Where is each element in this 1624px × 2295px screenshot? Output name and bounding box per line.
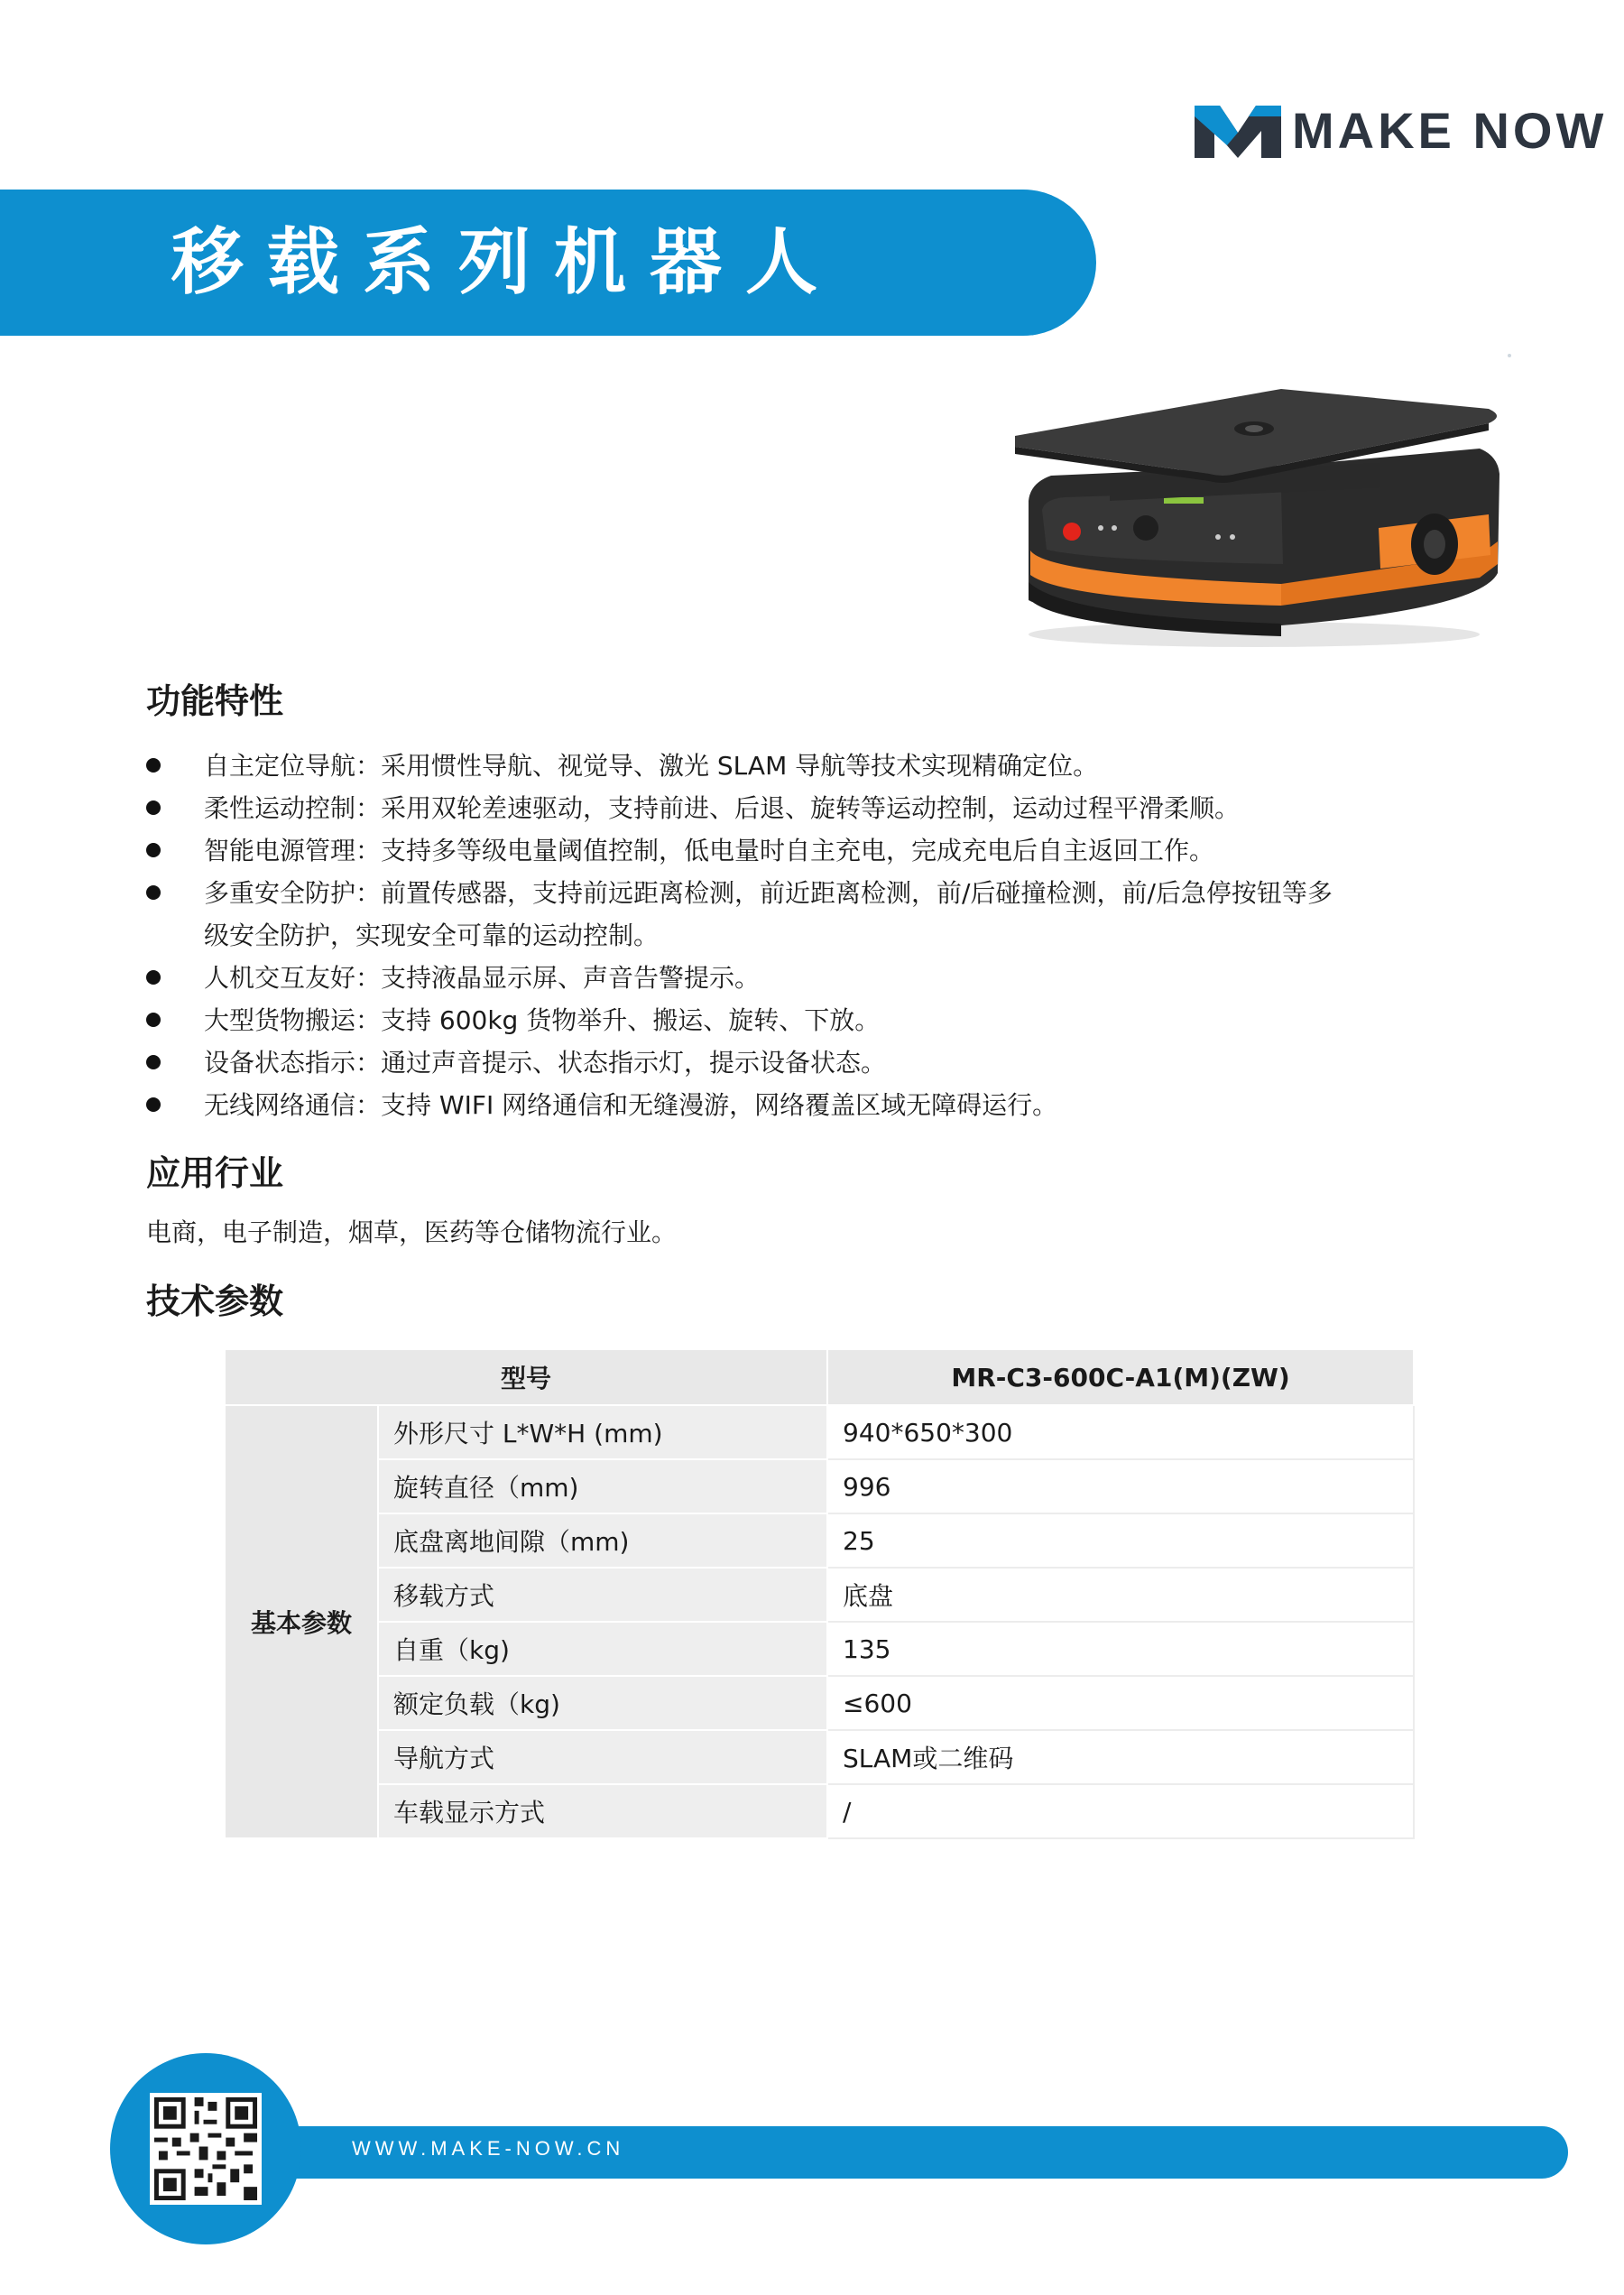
industry-text: 电商，电子制造，烟草，医药等仓储物流行业。 <box>146 1217 678 1247</box>
decorative-dot <box>1508 354 1511 357</box>
table-row <box>225 1622 1414 1676</box>
bullet-icon <box>146 885 161 900</box>
param-value: SLAM或二维码 <box>827 1730 1414 1784</box>
bullet-icon <box>146 970 161 985</box>
feature-text: 大型货物搬运：支持 600kg 货物举升、搬运、旋转、下放。 <box>204 1005 881 1035</box>
table-row <box>225 1405 1414 1459</box>
feature-text: 设备状态指示：通过声音提示、状态指示灯，提示设备状态。 <box>204 1048 887 1078</box>
features-heading: 功能特性 <box>146 681 284 721</box>
title-banner <box>0 190 1096 336</box>
feature-text: 智能电源管理：支持多等级电量阈值控制，低电量时自主充电，完成充电后自主返回工作。 <box>204 836 1215 865</box>
param-name: 底盘离地间隙（mm) <box>378 1513 827 1568</box>
footer-bar <box>271 2126 1568 2179</box>
table-row <box>225 1459 1414 1513</box>
list-item <box>146 787 1518 829</box>
param-value: / <box>827 1784 1414 1838</box>
group-label: 基本参数 <box>225 1405 378 1838</box>
bullet-icon <box>146 1097 161 1112</box>
brand-logo <box>1193 94 1607 166</box>
table-row <box>225 1568 1414 1622</box>
feature-text: 无线网络通信：支持 WIFI 网络通信和无缝漫游，网络覆盖区域无障碍运行。 <box>204 1090 1058 1120</box>
param-name: 车载显示方式 <box>378 1784 827 1838</box>
param-value: ≤600 <box>827 1676 1414 1730</box>
bullet-icon <box>146 843 161 857</box>
header-label: 型号 <box>225 1349 827 1405</box>
param-name: 导航方式 <box>378 1730 827 1784</box>
header-model: MR-C3-600C-A1(M)(ZW) <box>827 1349 1414 1405</box>
qr-code-icon <box>150 2093 262 2205</box>
list-item <box>146 957 1518 999</box>
feature-text-line1: 多重安全防护：前置传感器，支持前远距离检测，前近距离检测，前/后碰撞检测，前/后急停按钮等多 <box>204 878 1333 908</box>
params-heading: 技术参数 <box>146 1282 284 1321</box>
list-item <box>146 872 1518 957</box>
table-row <box>225 1513 1414 1568</box>
feature-text: 自主定位导航：采用惯性导航、视觉导、激光 SLAM 导航等技术实现精确定位。 <box>204 751 1099 781</box>
industry-heading: 应用行业 <box>146 1153 284 1193</box>
list-item <box>146 1084 1518 1126</box>
feature-text: 人机交互友好：支持液晶显示屏、声音告警提示。 <box>204 963 761 993</box>
bullet-icon <box>146 758 161 773</box>
param-value: 底盘 <box>827 1568 1414 1622</box>
param-name: 旋转直径（mm) <box>378 1459 827 1513</box>
param-value: 996 <box>827 1459 1414 1513</box>
website-link[interactable]: WWW.MAKE-NOW.CN <box>352 2137 625 2160</box>
brand-name: MAKE NOW <box>1292 101 1608 159</box>
list-item <box>146 999 1518 1041</box>
bullet-icon <box>146 1055 161 1069</box>
param-value: 135 <box>827 1622 1414 1676</box>
feature-text-line2: 级安全防护，实现安全可靠的运动控制。 <box>204 921 660 950</box>
param-name: 移载方式 <box>378 1568 827 1622</box>
qr-badge <box>110 2053 301 2244</box>
features-list <box>146 745 1518 1126</box>
table-row <box>225 1676 1414 1730</box>
param-name: 外形尺寸 L*W*H (mm) <box>378 1405 827 1459</box>
list-item <box>146 829 1518 872</box>
table-row <box>225 1730 1414 1784</box>
param-value: 940*650*300 <box>827 1405 1414 1459</box>
page-title: 移载系列机器人 <box>171 220 841 304</box>
feature-text: 柔性运动控制：采用双轮差速驱动，支持前进、后退、旋转等运动控制，运动过程平滑柔顺。 <box>204 793 1241 823</box>
list-item <box>146 745 1518 787</box>
spec-table <box>224 1348 1415 1839</box>
robot-illustration <box>1010 384 1516 654</box>
make-now-logo-icon <box>1193 98 1283 162</box>
param-name: 自重（kg) <box>378 1622 827 1676</box>
table-header-row <box>225 1349 1414 1405</box>
param-value: 25 <box>827 1513 1414 1568</box>
table-row <box>225 1784 1414 1838</box>
list-item <box>146 1041 1518 1084</box>
bullet-icon <box>146 1013 161 1027</box>
bullet-icon <box>146 800 161 815</box>
param-name: 额定负载（kg) <box>378 1676 827 1730</box>
